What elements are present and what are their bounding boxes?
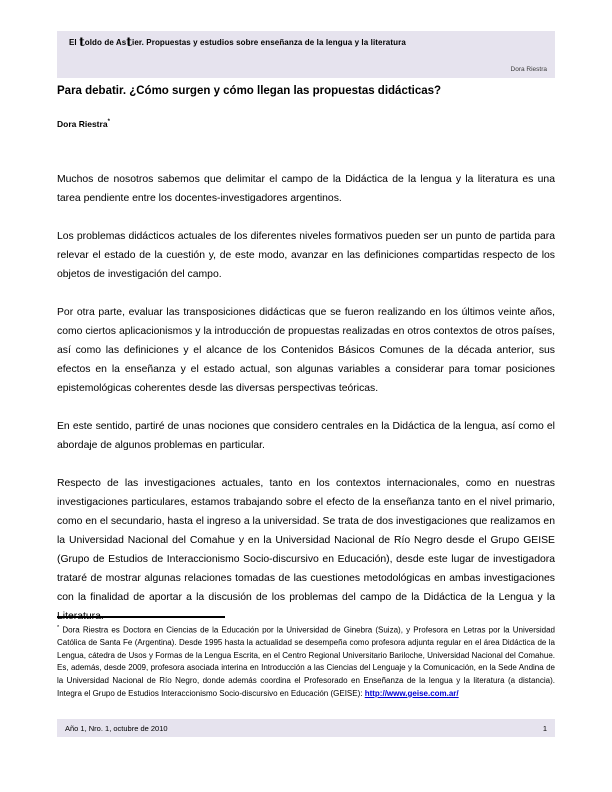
paragraph: Por otra parte, evaluar las transposiciones didácticas que se fueron realizando en los últimos veinte años, como ciertos aplicacionismos y la introducción de propuestas realizadas en otros contextos de otros países, así como las definiciones y el alcance de los Contenidos Básicos Comunes de la década anterior, sus efectos en la enseñanza y el estado actual, son algunas variables a considerar para tomar posiciones epistemológicas coherentes desde las diversas perspectivas teóricas.	[57, 307, 555, 394]
footer-issue-info: Año 1, Nro. 1, octubre de 2010	[65, 723, 168, 733]
paragraph: Respecto de las investigaciones actuales, tanto en los contextos internacionales, como en nuestras investigaciones particulares, estamos trabajando sobre el efecto de la enseñanza tanto en el nivel primario, como en el secundario, hasta el ingreso a la universidad. Se trata de dos investigaciones que realizamos en la Universidad Nacional del Comahue y en la Universidad Nacional de Río Negro desde el Grupo GEISE (Grupo de Estudios de Interaccionismo Socio-discursivo en Educación), desde este lugar de investigadora trataré de mostrar algunas relaciones tomadas de las cuestiones metodológicas en ambas investigaciones con la finalidad de aportar a la discusión de los problemas del campo de la Didáctica de la Lengua y la Literatura.	[57, 478, 555, 622]
page-header-band	[57, 31, 555, 78]
journal-logo-letter: t	[79, 35, 85, 49]
paragraph: Los problemas didácticos actuales de los diferentes niveles formativos pueden ser un punto de partida para relevar el estado de la cuestión y, de este modo, avanzar en las definiciones compartidas respecto de los objetos de investigación del campo.	[57, 231, 555, 280]
journal-title-segment: El	[69, 38, 80, 47]
journal-logo-letter: t	[126, 35, 132, 49]
journal-title-segment: ier. Propuestas y estudios sobre enseñanza de la lengua y la literatura	[132, 38, 406, 47]
footnote-body: Dora Riestra es Doctora en Ciencias de la Educación por la Universidad de Ginebra (Suiza), y Profesora en Letras por la Universidad Católica de Santa Fe (Argentina). Desde 1995 hasta la actualidad se desempeña como profesora adjunta regular en el área Didáctica de la Lengua, cátedra de Usos y Formas de la Lengua Escrita, en el Centro Regional Universitario Bariloche, Universidad Nacional del Comahue. Es, además, desde 2009, profesora asociada interina en Introducción a las Ciencias del Lenguaje y la Comunicación, en la Sede Andina de la Universidad Nacional de Río Negro, donde además coordina el Profesorado en Enseñanza de la lengua y la literatura (a distancia). Integra el Grupo de Estudios Interaccionismo Socio-discursivo en Educación (GEISE):	[57, 625, 555, 698]
running-author: Dora Riestra	[510, 66, 547, 73]
paragraph: En este sentido, partiré de unas nociones que considero centrales en la Didáctica de la lengua, así como el abordaje de algunos problemas en particular.	[57, 421, 555, 451]
footnote-section	[57, 616, 555, 700]
footnote-url-link[interactable]: http://www.geise.com.ar/	[364, 688, 459, 698]
footnote-text	[57, 622, 555, 700]
article-title: Para debatir. ¿Cómo surgen y cómo llegan las propuestas didácticas?	[57, 85, 442, 97]
footer-page-number: 1	[542, 723, 547, 733]
journal-title	[69, 35, 406, 49]
footnote-mark: *	[57, 625, 60, 631]
article-body	[57, 170, 555, 645]
page-footer-band	[57, 719, 555, 737]
author-footnote-mark: *	[107, 119, 110, 126]
paragraph: Muchos de nosotros sabemos que delimitar el campo de la Didáctica de la lengua y la literatura es una tarea pendiente entre los docentes-investigadores argentinos.	[57, 174, 555, 204]
article-author-name: Dora Riestra	[57, 119, 108, 129]
footnote-separator	[57, 616, 225, 618]
journal-title-segment: oldo de As	[84, 38, 127, 47]
article-author	[57, 119, 555, 129]
